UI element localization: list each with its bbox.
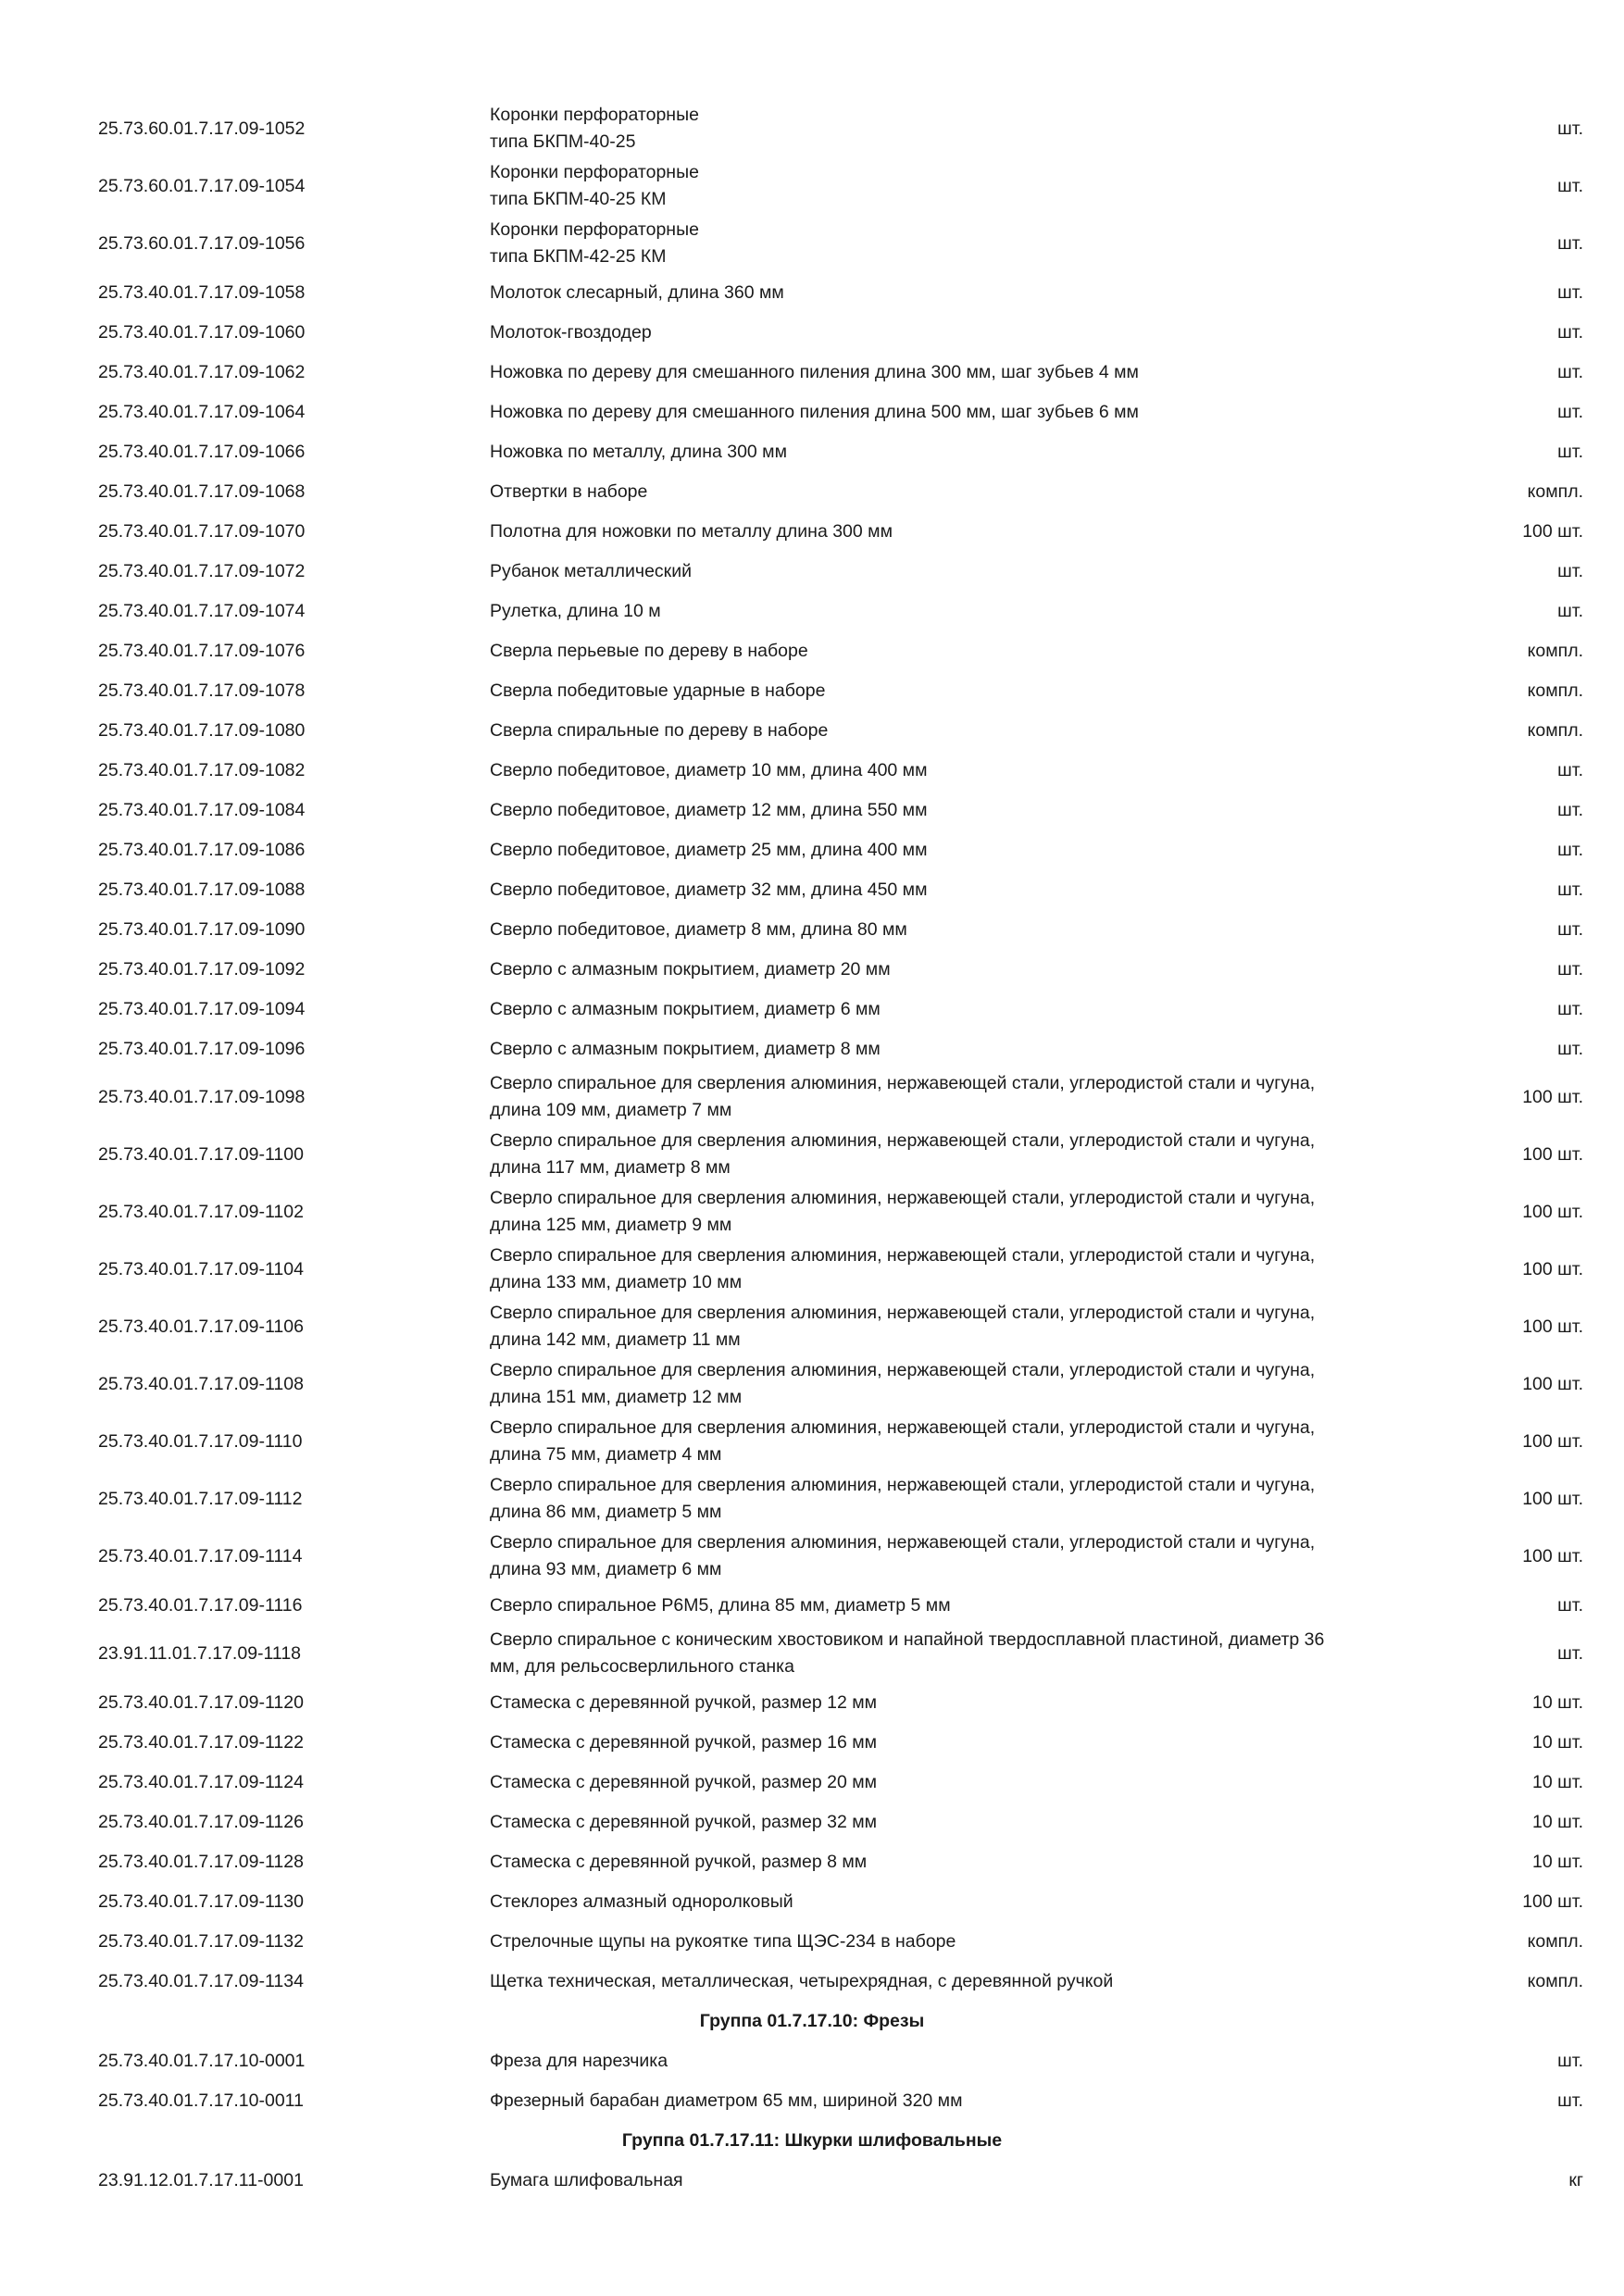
unit-of-measure: шт.: [1557, 958, 1583, 980]
table-row: [0, 909, 1624, 949]
resource-name: Молоток-гвоздодер: [490, 321, 652, 343]
resource-code: 25.73.40.01.7.17.09-1090: [98, 918, 306, 940]
resource-code: 25.73.60.01.7.17.09-1054: [98, 176, 306, 196]
unit-of-measure: шт.: [1557, 918, 1583, 940]
unit-of-measure: 100 шт.: [1522, 1144, 1583, 1165]
resource-code: 25.73.40.01.7.17.09-1070: [98, 520, 306, 542]
unit-of-measure: компл.: [1527, 680, 1583, 701]
table-row: [0, 1241, 1624, 1298]
table-row: [0, 471, 1624, 511]
resource-code: 25.73.40.01.7.17.09-1126: [98, 1811, 304, 1832]
resource-name: Ножовка по дереву для смешанного пиления длина 500 мм, шаг зубьев 6 мм: [490, 401, 1139, 422]
resource-name: Фреза для нарезчика: [490, 2050, 668, 2071]
resource-name: Сверла победитовые ударные в наборе: [490, 680, 826, 701]
resource-code: 25.73.40.01.7.17.09-1058: [98, 281, 306, 303]
table-row: [0, 1298, 1624, 1355]
table-row: [0, 1528, 1624, 1585]
table-row: [0, 591, 1624, 630]
unit-of-measure: шт.: [1557, 560, 1583, 581]
resource-name: Сверло победитовое, диаметр 12 мм, длина 550 мм: [490, 799, 928, 820]
resource-name: Сверло спиральное для сверления алюминия, нержавеющей стали, углеродистой стали и чугуна, длина 93 мм, диаметр 6 мм: [490, 1532, 1316, 1579]
resource-name: Сверло с алмазным покрытием, диаметр 6 мм: [490, 998, 881, 1019]
resource-code: 25.73.40.01.7.17.09-1114: [98, 1546, 303, 1566]
resource-name: Фрезерный барабан диаметром 65 мм, шириной 320 мм: [490, 2090, 963, 2111]
unit-of-measure: шт.: [1557, 879, 1583, 900]
unit-of-measure: 100 шт.: [1522, 1489, 1583, 1509]
resource-name: Сверло спиральное для сверления алюминия, нержавеющей стали, углеродистой стали и чугуна, длина 125 мм, диаметр 9 мм: [490, 1188, 1316, 1235]
resource-code: 25.73.40.01.7.17.09-1104: [98, 1259, 304, 1279]
unit-of-measure: шт.: [1557, 600, 1583, 621]
resource-name: Стамеска с деревянной ручкой, размер 32 мм: [490, 1811, 878, 1832]
group-header: [0, 2001, 1624, 2040]
resource-name: Сверло с алмазным покрытием, диаметр 8 мм: [490, 1038, 881, 1059]
unit-of-measure: 100 шт.: [1522, 1890, 1583, 1912]
unit-of-measure: компл.: [1527, 640, 1583, 661]
unit-of-measure: 10 шт.: [1532, 1691, 1583, 1713]
resource-code: 25.73.40.01.7.17.09-1122: [98, 1731, 304, 1753]
resource-code: 25.73.40.01.7.17.10-0011: [98, 2090, 304, 2111]
resource-name: Ножовка по металлу, длина 300 мм: [490, 441, 787, 462]
table-row: [0, 1921, 1624, 1961]
resource-code: 25.73.40.01.7.17.09-1078: [98, 680, 306, 701]
unit-of-measure: кг: [1568, 2169, 1583, 2190]
unit-of-measure: компл.: [1527, 1930, 1583, 1952]
table-row: [0, 949, 1624, 989]
table-row: [0, 272, 1624, 312]
unit-of-measure: 100 шт.: [1522, 1431, 1583, 1452]
resource-name: Щетка техническая, металлическая, четырехрядная, с деревянной ручкой: [490, 1970, 1114, 1991]
resource-code: 25.73.60.01.7.17.09-1052: [98, 119, 306, 139]
resource-code: 25.73.40.01.7.17.09-1076: [98, 640, 306, 661]
unit-of-measure: компл.: [1527, 719, 1583, 741]
unit-of-measure: шт.: [1557, 799, 1583, 820]
resource-code: 25.73.40.01.7.17.09-1066: [98, 441, 306, 462]
resource-code: 25.73.40.01.7.17.09-1106: [98, 1316, 304, 1337]
resource-code: 25.73.40.01.7.17.09-1084: [98, 799, 306, 820]
resource-code: 25.73.40.01.7.17.09-1116: [98, 1594, 303, 1616]
unit-of-measure: шт.: [1557, 2090, 1583, 2111]
table-row: [0, 392, 1624, 431]
table-row: [0, 352, 1624, 392]
table-row: [0, 1126, 1624, 1183]
table-row: [0, 1961, 1624, 2001]
resource-name: Стамеска с деревянной ручкой, размер 8 мм: [490, 1851, 868, 1872]
resource-name: Сверло победитовое, диаметр 10 мм, длина 400 мм: [490, 759, 928, 780]
resource-name: Сверло спиральное Р6М5, длина 85 мм, диаметр 5 мм: [490, 1594, 951, 1616]
resource-code: 25.73.40.01.7.17.09-1088: [98, 879, 306, 900]
resource-name: Полотна для ножовки по металлу длина 300 мм: [490, 520, 893, 542]
resource-code: 25.73.40.01.7.17.09-1086: [98, 839, 306, 860]
unit-of-measure: шт.: [1557, 401, 1583, 422]
unit-of-measure: 100 шт.: [1522, 520, 1583, 542]
resource-name: Сверло спиральное для сверления алюминия, нержавеющей стали, углеродистой стали и чугуна, длина 142 мм, диаметр 11 мм: [490, 1303, 1316, 1350]
unit-of-measure: 100 шт.: [1522, 1374, 1583, 1394]
resource-code: 25.73.40.01.7.17.09-1092: [98, 958, 306, 980]
resource-name: Рубанок металлический: [490, 560, 692, 581]
resource-name: Сверло спиральное для сверления алюминия, нержавеющей стали, углеродистой стали и чугуна, длина 86 мм, диаметр 5 мм: [490, 1475, 1316, 1522]
resource-code: 25.73.40.01.7.17.09-1124: [98, 1771, 304, 1792]
table-row: [0, 1802, 1624, 1841]
resource-code: 25.73.40.01.7.17.09-1098: [98, 1087, 306, 1107]
resource-name: Сверло спиральное для сверления алюминия, нержавеющей стали, углеродистой стали и чугуна, длина 133 мм, диаметр 10 мм: [490, 1245, 1316, 1292]
table-row: [0, 100, 1624, 157]
table-row: [0, 2080, 1624, 2120]
group-header: [0, 2120, 1624, 2160]
resource-name: Сверло с алмазным покрытием, диаметр 20 мм: [490, 958, 891, 980]
table-row: [0, 989, 1624, 1029]
table-row: [0, 511, 1624, 551]
unit-of-measure: 10 шт.: [1532, 1811, 1583, 1832]
table-row: [0, 312, 1624, 352]
resource-name: Молоток слесарный, длина 360 мм: [490, 281, 784, 303]
resource-name: Сверло спиральное для сверления алюминия, нержавеющей стали, углеродистой стали и чугуна, длина 75 мм, диаметр 4 мм: [490, 1417, 1316, 1465]
resource-code: 25.73.60.01.7.17.09-1056: [98, 233, 306, 254]
resource-name: Отвертки в наборе: [490, 480, 648, 502]
table-row: [0, 1355, 1624, 1413]
table-row: [0, 2160, 1624, 2200]
resource-name: Сверло победитовое, диаметр 8 мм, длина 80 мм: [490, 918, 907, 940]
resource-code: 25.73.40.01.7.17.09-1112: [98, 1489, 303, 1509]
unit-of-measure: 100 шт.: [1522, 1546, 1583, 1566]
resource-code: 25.73.40.01.7.17.09-1080: [98, 719, 306, 741]
unit-of-measure: 10 шт.: [1532, 1731, 1583, 1753]
group-title: Группа 01.7.17.11: Шкурки шлифовальные: [621, 2129, 1003, 2151]
resource-code: 23.91.12.01.7.17.11-0001: [98, 2169, 304, 2190]
unit-of-measure: шт.: [1557, 759, 1583, 780]
resource-code: 25.73.40.01.7.17.09-1082: [98, 759, 306, 780]
resource-name: Сверло спиральное с коническим хвостовиком и напайной твердосплавной пластиной, диаметр 36 мм, для рельсосверлильного станка: [490, 1629, 1325, 1677]
table-row: [0, 2040, 1624, 2080]
resource-name: Коронки перфораторные типа БКПМ-42-25 КМ: [490, 219, 699, 267]
resource-code: 25.73.40.01.7.17.09-1110: [98, 1431, 303, 1452]
group-title: Группа 01.7.17.10: Фрезы: [699, 2010, 925, 2031]
unit-of-measure: шт.: [1557, 361, 1583, 382]
table-row: [0, 750, 1624, 790]
resource-name: Сверло спиральное для сверления алюминия, нержавеющей стали, углеродистой стали и чугуна, длина 109 мм, диаметр 7 мм: [490, 1073, 1316, 1120]
resource-code: 25.73.40.01.7.17.09-1072: [98, 560, 306, 581]
resource-name: Коронки перфораторные типа БКПМ-40-25 КМ: [490, 162, 699, 209]
resource-code: 25.73.40.01.7.17.09-1134: [98, 1970, 304, 1991]
resource-name: Бумага шлифовальная: [490, 2169, 683, 2190]
table-row: [0, 1762, 1624, 1802]
resource-code: 25.73.40.01.7.17.09-1102: [98, 1202, 304, 1222]
table-row: [0, 1682, 1624, 1722]
table-row: [0, 1068, 1624, 1126]
table-row: [0, 710, 1624, 750]
resource-code: 25.73.40.01.7.17.09-1100: [98, 1144, 304, 1165]
resource-code: 25.73.40.01.7.17.09-1068: [98, 480, 306, 502]
unit-of-measure: шт.: [1557, 839, 1583, 860]
table-row: [0, 790, 1624, 830]
resource-code: 25.73.40.01.7.17.09-1108: [98, 1374, 304, 1394]
table-row: [0, 215, 1624, 272]
unit-of-measure: 10 шт.: [1532, 1851, 1583, 1872]
resource-code: 25.73.40.01.7.17.10-0001: [98, 2050, 306, 2071]
table-row: [0, 1881, 1624, 1921]
table-row: [0, 1413, 1624, 1470]
resource-code: 25.73.40.01.7.17.09-1132: [98, 1930, 304, 1952]
resource-code: 25.73.40.01.7.17.09-1120: [98, 1691, 304, 1713]
unit-of-measure: шт.: [1557, 281, 1583, 303]
unit-of-measure: шт.: [1557, 1038, 1583, 1059]
table-row: [0, 1029, 1624, 1068]
unit-of-measure: шт.: [1557, 176, 1583, 196]
resource-name: Стеклорез алмазный одноролковый: [490, 1890, 793, 1912]
table-row: [0, 1470, 1624, 1528]
table-row: [0, 1585, 1624, 1625]
resource-name: Стамеска с деревянной ручкой, размер 20 мм: [490, 1771, 878, 1792]
resource-code: 25.73.40.01.7.17.09-1128: [98, 1851, 304, 1872]
resource-name: Сверла перьевые по дереву в наборе: [490, 640, 808, 661]
resource-code: 25.73.40.01.7.17.09-1096: [98, 1038, 306, 1059]
unit-of-measure: 100 шт.: [1522, 1316, 1583, 1337]
resource-name: Коронки перфораторные типа БКПМ-40-25: [490, 105, 699, 152]
resource-name: Стамеска с деревянной ручкой, размер 12 мм: [490, 1691, 878, 1713]
table-row: [0, 869, 1624, 909]
table-row: [0, 1841, 1624, 1881]
resource-name: Сверло спиральное для сверления алюминия, нержавеющей стали, углеродистой стали и чугуна, длина 117 мм, диаметр 8 мм: [490, 1130, 1316, 1178]
unit-of-measure: шт.: [1557, 1594, 1583, 1616]
resource-name: Сверло победитовое, диаметр 25 мм, длина 400 мм: [490, 839, 928, 860]
resource-name: Сверло спиральное для сверления алюминия, нержавеющей стали, углеродистой стали и чугуна, длина 151 мм, диаметр 12 мм: [490, 1360, 1316, 1407]
resource-code: 25.73.40.01.7.17.09-1060: [98, 321, 306, 343]
table-row: [0, 1722, 1624, 1762]
resource-code: 25.73.40.01.7.17.09-1130: [98, 1890, 304, 1912]
table-row: [0, 1183, 1624, 1241]
unit-of-measure: компл.: [1527, 1970, 1583, 1991]
resource-code: 25.73.40.01.7.17.09-1094: [98, 998, 306, 1019]
resource-name: Стрелочные щупы на рукоятке типа ЩЭС-234 в наборе: [490, 1930, 956, 1952]
resource-name: Ножовка по дереву для смешанного пиления длина 300 мм, шаг зубьев 4 мм: [490, 361, 1139, 382]
unit-of-measure: шт.: [1557, 233, 1583, 254]
unit-of-measure: шт.: [1557, 119, 1583, 139]
resource-code: 25.73.40.01.7.17.09-1074: [98, 600, 306, 621]
resource-table: [0, 100, 1624, 2200]
resource-name: Рулетка, длина 10 м: [490, 600, 661, 621]
unit-of-measure: шт.: [1557, 441, 1583, 462]
table-row: [0, 1625, 1624, 1682]
table-row: [0, 830, 1624, 869]
table-row: [0, 431, 1624, 471]
table-row: [0, 630, 1624, 670]
unit-of-measure: 100 шт.: [1522, 1202, 1583, 1222]
table-row: [0, 551, 1624, 591]
unit-of-measure: шт.: [1557, 2050, 1583, 2071]
unit-of-measure: 100 шт.: [1522, 1087, 1583, 1107]
unit-of-measure: шт.: [1557, 1643, 1583, 1664]
table-row: [0, 157, 1624, 215]
unit-of-measure: 100 шт.: [1522, 1259, 1583, 1279]
unit-of-measure: компл.: [1527, 480, 1583, 502]
unit-of-measure: шт.: [1557, 321, 1583, 343]
resource-code: 23.91.11.01.7.17.09-1118: [98, 1643, 302, 1664]
resource-code: 25.73.40.01.7.17.09-1062: [98, 361, 306, 382]
resource-name: Стамеска с деревянной ручкой, размер 16 мм: [490, 1731, 878, 1753]
unit-of-measure: 10 шт.: [1532, 1771, 1583, 1792]
resource-name: Сверла спиральные по дереву в наборе: [490, 719, 829, 741]
unit-of-measure: шт.: [1557, 998, 1583, 1019]
resource-code: 25.73.40.01.7.17.09-1064: [98, 401, 306, 422]
resource-name: Сверло победитовое, диаметр 32 мм, длина 450 мм: [490, 879, 928, 900]
table-row: [0, 670, 1624, 710]
